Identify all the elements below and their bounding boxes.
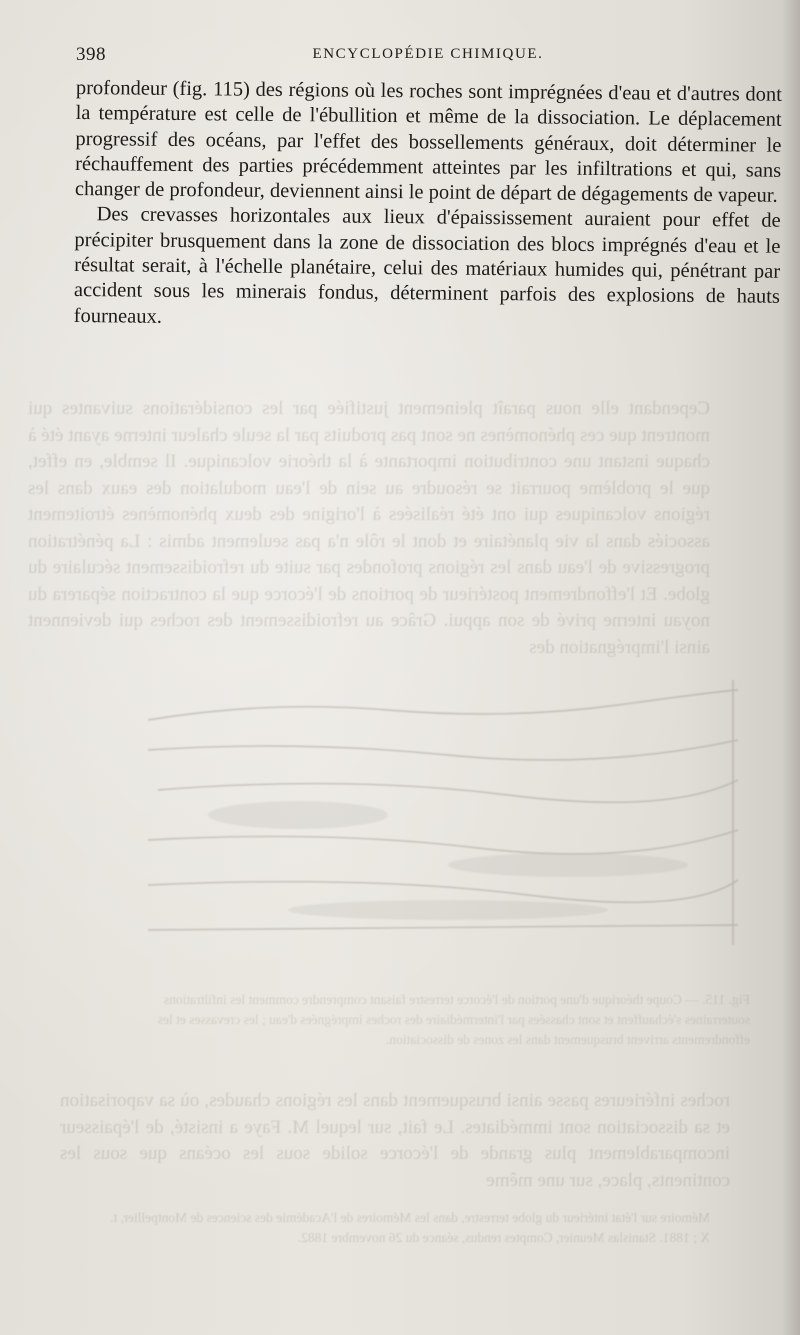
- paragraph-2: Des crevasses horizontales aux lieux d'épaississement auraient pour effet de précipiter brusquement dans la zone de dissociation des blocs imprégnés d'eau et le résultat serait, à l'échelle planétaire, celui des matériaux humides qui, pénétrant par accident sous les minerais fondus, déterminent parfois des explosions de hauts fourneaux.: [73, 203, 781, 328]
- paragraph-1: profondeur (fig. 115) des régions où les roches sont imprégnées d'eau et d'autres dont la température est celle de l'ébullition et même de la dissociation. Le déplacement progressif des océans, par l'effet des bossellements généraux, doit déterminer le réchauffement des parties précédemment atteintes par les infiltrations et qui, sans changer de profondeur, deviennent ainsi le point de départ de dégagements de vapeur.: [74, 76, 782, 207]
- show-through-text-upper: Cependant elle nous paraît pleinement justifiée par les considérations suivantes qui montrent que ces phénomènes ne sont pas produits par la seule chaleur interne ayant été à chaque instant une contribution importante à la théorie volcanique. Il semble, en effet, que le problème pourrait se résoudre au sein de l'eau modulation des eaux dans les régions volcaniques qui ont été réalisées à l'origine des deux phénomènes étroitement associés dans la vie planétaire et dont le rôle n'a pas seulement admis : La pénétration progressive de l'eau dans les régions profondes par suite du refroidissement séculaire du globe. Et l'effondrement postérieur de portions de l'écorce que la contraction séparera du noyau interne privé de son appui. Grâce au refroidissement des roches qui deviennent ainsi l'imprégnation des: [28, 398, 710, 658]
- show-through-footnotes: Mémoire sur l'état intérieur du globe terrestre, dans les Mémoires de l'Académie des sciences de Montpellier, t. X ; 1881. Stanislas Meunier, Comptes rendus, séance du 26 novembre 1882.: [110, 1210, 710, 1245]
- running-title: ENCYCLOPÉDIE CHIMIQUE.: [312, 46, 544, 62]
- page-edge-shadow: [782, 0, 800, 1335]
- running-head: [0, 44, 800, 68]
- body-text: [74, 76, 782, 336]
- show-through-caption: Fig. 115. — Coupe théorique d'une portion de l'écorce terrestre faisant comprendre comment les infiltrations souterraines s'échauffent et sont chassées par l'intermédiaire des roches imprégnées d'eau ; les crevasses et les effondrements arrivent brusquement dans les zones de dissociation.: [157, 992, 750, 1047]
- show-through-text-lower: roches inférieures passe ainsi brusquement dans les régions chaudes, où sa vaporisation et sa dissociation sont immédiates. Le fait, sur lequel M. Faye a insisté, de l'épaisseur incomparablement plus grande de l'écorce solide sous les océans que sous les continents, place, sur une même: [60, 1090, 730, 1191]
- page-number: 398: [76, 44, 106, 65]
- show-through-figure: [148, 680, 738, 945]
